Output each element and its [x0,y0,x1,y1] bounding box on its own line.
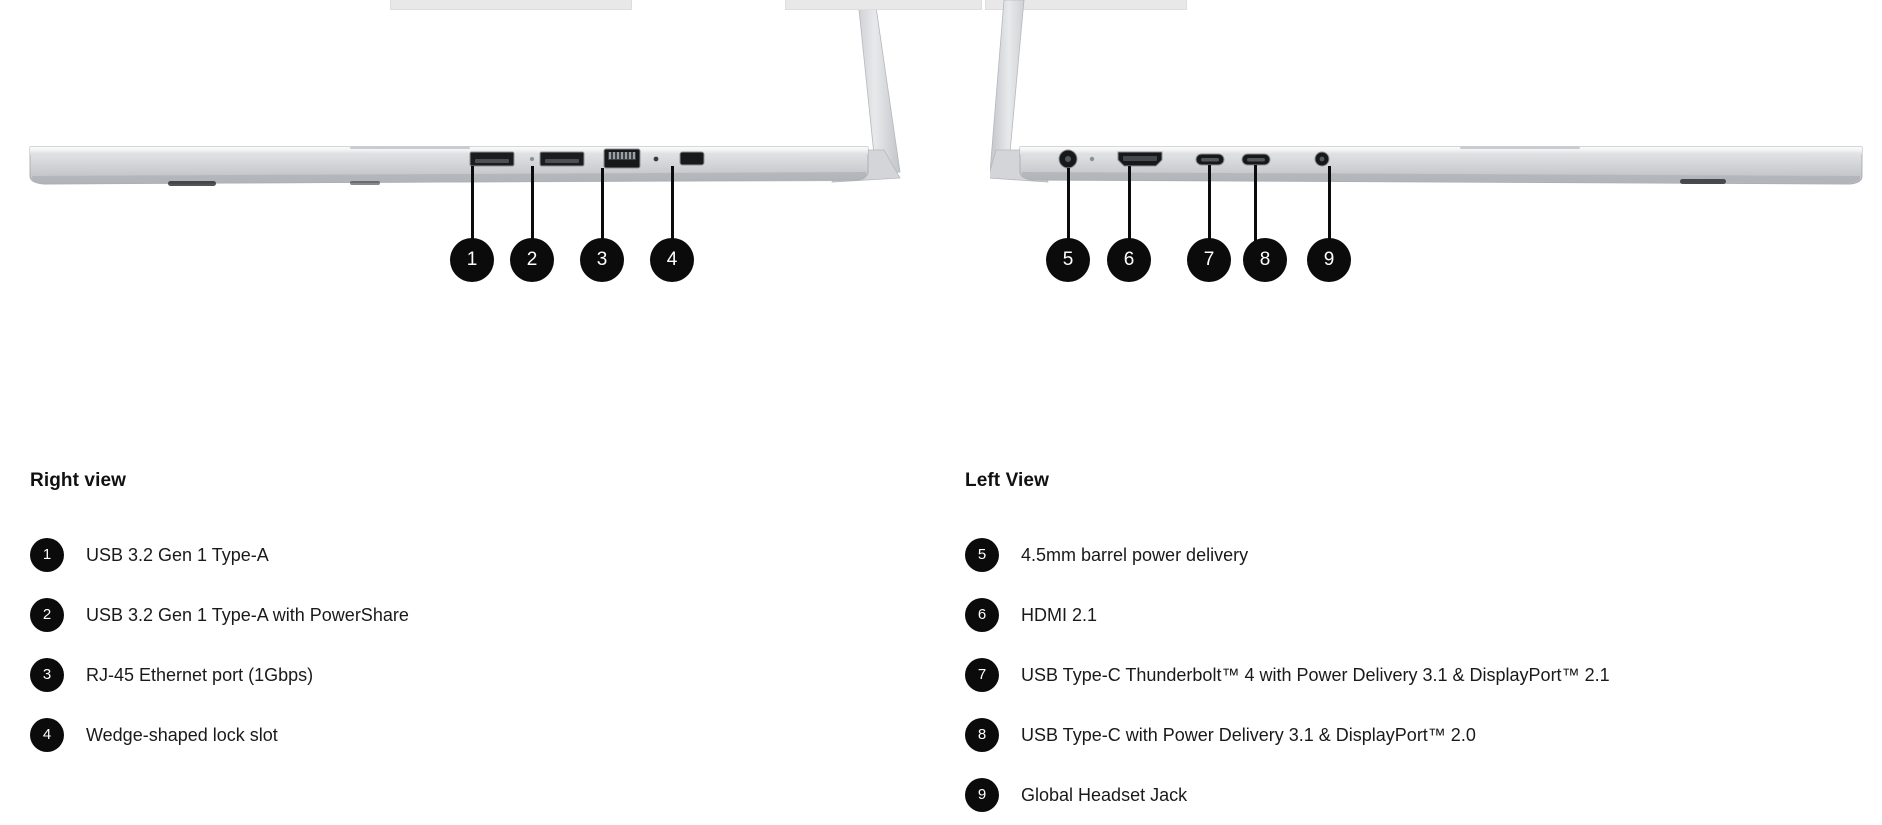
list-item [30,525,930,585]
list-item [965,585,1865,645]
legend-badge-9: 9 [965,778,999,812]
legend-badge-8: 8 [965,718,999,752]
callout-6: 6 [1107,238,1151,282]
callout-8: 8 [1243,238,1287,282]
legend-badge-3: 3 [30,658,64,692]
list-item [965,765,1865,825]
legend-badge-4: 4 [30,718,64,752]
legend-badge-1: 1 [30,538,64,572]
list-item [965,705,1865,765]
list-item [30,645,930,705]
callout-4: 4 [650,238,694,282]
legend-label-2: USB 3.2 Gen 1 Type-A with PowerShare [86,604,409,625]
top-strip-decoration-2 [785,0,982,10]
legend-right-title: Right view [30,470,127,491]
laptop-right-view-illustration [20,0,920,270]
legend-label-7: USB Type-C Thunderbolt™ 4 with Power Delivery 3.1 & DisplayPort™ 2.1 [1021,664,1610,685]
legend-label-4: Wedge-shaped lock slot [86,724,278,745]
list-item [30,585,930,645]
legend-label-1: USB 3.2 Gen 1 Type-A [86,544,269,565]
legend-right-view [30,470,930,765]
legend-left-title: Left View [965,470,1049,491]
legend-label-5: 4.5mm barrel power delivery [1021,544,1249,565]
callout-9: 9 [1307,238,1351,282]
callout-3: 3 [580,238,624,282]
callout-1: 1 [450,238,494,282]
laptop-left-profile-svg [990,0,1880,230]
laptop-right-profile-svg [20,0,920,230]
callout-2: 2 [510,238,554,282]
legend-badge-5: 5 [965,538,999,572]
list-item [965,645,1865,705]
legend-label-3: RJ-45 Ethernet port (1Gbps) [86,664,314,685]
legend-left-view [965,470,1865,825]
legend-label-8: USB Type-C with Power Delivery 3.1 & DisplayPort™ 2.0 [1021,724,1476,745]
legend-badge-7: 7 [965,658,999,692]
legend-label-9: Global Headset Jack [1021,784,1188,805]
legend-label-6: HDMI 2.1 [1021,604,1098,625]
ports-diagram [0,0,1882,360]
list-item [965,525,1865,585]
legend-badge-2: 2 [30,598,64,632]
list-item [30,705,930,765]
callout-7: 7 [1187,238,1231,282]
callout-5: 5 [1046,238,1090,282]
laptop-left-view-illustration [990,0,1880,270]
leader-line-8 [1254,165,1257,250]
legend-badge-6: 6 [965,598,999,632]
